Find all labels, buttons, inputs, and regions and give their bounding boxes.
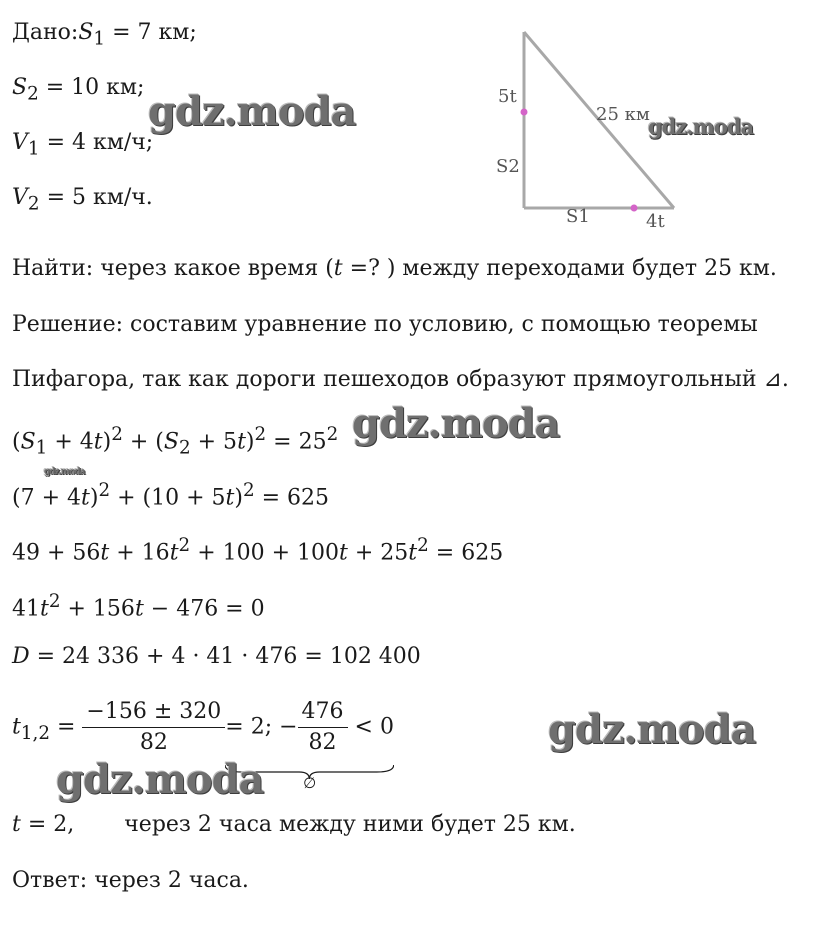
solution-line-1: Решение: составим уравнение по условию, с помощью теоремы: [12, 312, 758, 337]
fraction-root-2: $\frac{476}{82}$: [298, 697, 348, 758]
fraction-root-1: $\frac{-156 \pm 320}{82}$: [82, 697, 225, 758]
label-s2: S2: [496, 156, 520, 177]
given-v2: $V_2 = 5$ км/ч.: [12, 185, 153, 215]
given-v1: $V_1 = 4$ км/ч;: [12, 130, 154, 160]
point-vertical: [521, 109, 528, 116]
label-s1: S1: [566, 206, 590, 227]
watermark: gdz.moda: [352, 400, 560, 447]
watermark: gdz.moda: [44, 467, 85, 477]
conclusion-line: t = 2, через 2 часа между ними будет 25 км.: [12, 812, 576, 837]
empty-set-symbol: ∅: [303, 774, 317, 792]
rejected-root: = 2; − $\frac{476}{82}$ < 0 ∅: [225, 697, 394, 758]
label-4t: 4t: [646, 211, 665, 232]
solution-line-2: Пифагора, так как дороги пешеходов образуют прямоугольный ⊿.: [12, 367, 789, 392]
equation-roots: $t_{1,2}$ = $\frac{-156 \pm 320}{82}$ = 2; − $\frac{476}{82}$ < 0 ∅: [12, 697, 394, 758]
equation-4: $41t^2 + 156t - 476 = 0$: [12, 591, 265, 622]
answer: Ответ: через 2 часа.: [12, 868, 249, 893]
watermark: gdz.moda: [648, 114, 754, 139]
point-horizontal: [631, 205, 638, 212]
given-s2: $S_2 = 10$ км;: [12, 75, 145, 105]
equation-3: $49 + 56t + 16t^2 + 100 + 100t + 25t^2 = 625$: [12, 535, 504, 566]
label-5t: 5t: [498, 86, 517, 107]
watermark: gdz.moda: [548, 706, 756, 753]
find-text: Найти: через какое время (t =? ) между переходами будет 25 км.: [12, 256, 777, 281]
equation-discriminant: D = 24 336 + 4 · 41 · 476 = 102 400: [12, 644, 421, 669]
equation-2: $(7 + 4t)^2 + (10 + 5t)^2 = 625$: [12, 480, 330, 511]
given-s1: $Дано:S_1 = 7$ км;: [12, 20, 197, 50]
label-hypotenuse: 25 км: [596, 104, 650, 125]
equation-1: $(S_1 + 4t)^2 + (S_2 + 5t)^2 = 25^2$: [12, 424, 339, 459]
watermark: gdz.moda: [148, 88, 356, 135]
watermark: gdz.moda: [56, 756, 264, 803]
